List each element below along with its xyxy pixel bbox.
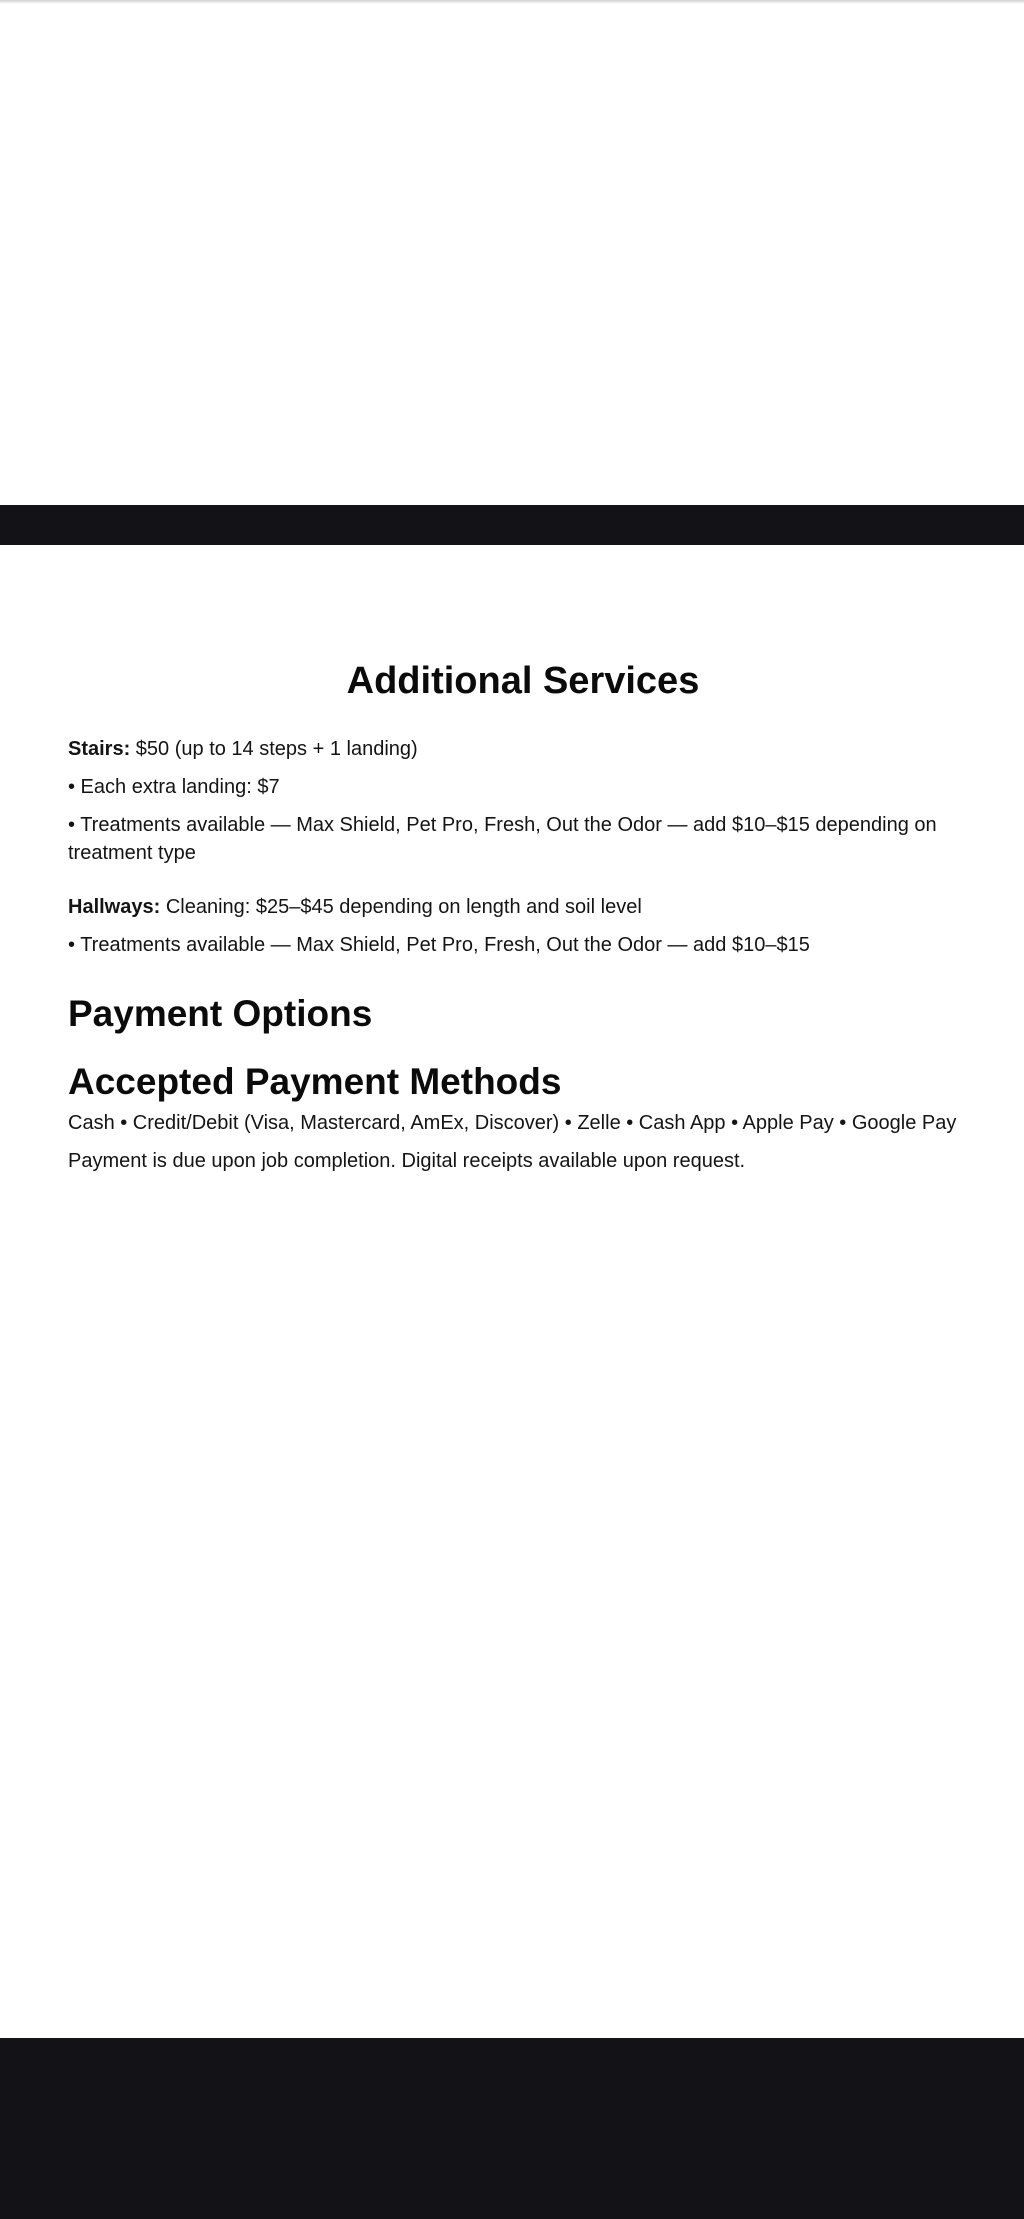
stairs-extra-landing: • Each extra landing: $7 — [68, 776, 280, 798]
stairs-label: Stairs: — [68, 738, 131, 760]
hallways-service — [68, 893, 978, 959]
services-content — [68, 655, 978, 1175]
payment-note: Payment is due upon job completion. Digital receipts available upon request. — [68, 1150, 746, 1172]
top-shadow — [0, 0, 1024, 4]
stairs-price-line — [68, 735, 978, 763]
stairs-service — [68, 735, 978, 867]
stairs-treatments: • Treatments available — Max Shield, Pet Pro, Fresh, Out the Odor — add $10–$15 depending on treatment type — [68, 814, 937, 864]
payment-options-title: Payment Options — [68, 993, 373, 1034]
hallways-treatments: • Treatments available — Max Shield, Pet Pro, Fresh, Out the Odor — add $10–$15 — [68, 934, 810, 956]
hallways-price-text: Cleaning: $25–$45 depending on length and soil level — [160, 896, 642, 918]
payment-methods-list: Cash • Credit/Debit (Visa, Mastercard, AmEx, Discover) • Zelle • Cash App • Apple Pay • Google Pay — [68, 1112, 957, 1134]
hallways-label: Hallways: — [68, 896, 161, 918]
hallways-price-line — [68, 893, 978, 921]
accepted-methods-title: Accepted Payment Methods — [68, 1061, 562, 1102]
dark-band-bottom — [0, 2038, 1024, 2219]
additional-services-title: Additional Services — [346, 660, 700, 702]
dark-band-top — [0, 505, 1024, 545]
stairs-price-text: $50 (up to 14 steps + 1 landing) — [130, 738, 418, 760]
